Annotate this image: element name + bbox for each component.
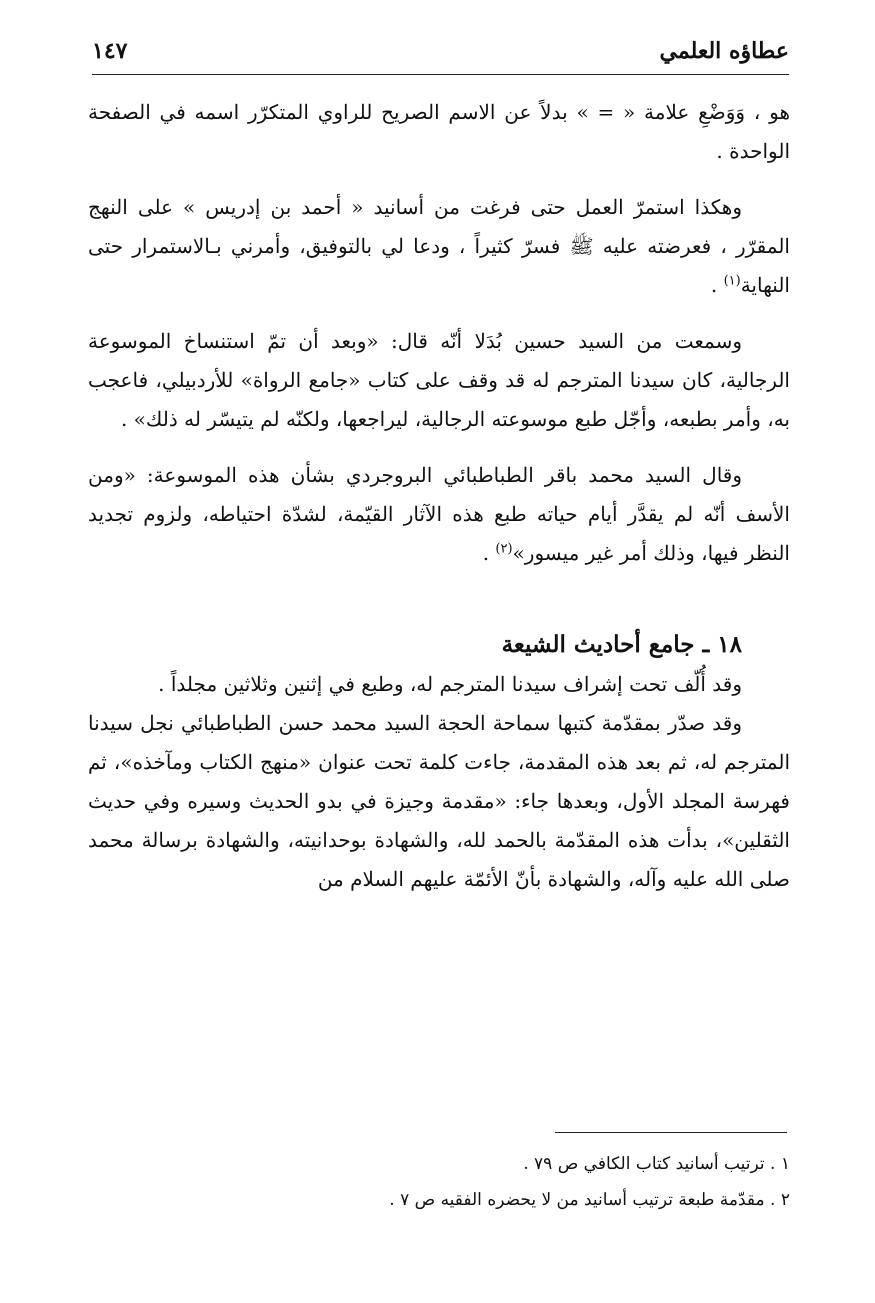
footnote-reference: (١) [723, 273, 741, 289]
paragraph-text: وقد صدّر بمقدّمة كتبها سماحة الحجة السيد محمد حسن الطباطبائي نجل سيدنا المترجم له، ثم بعد هذه المقدمة، جاءت كلمة تحت عنوان «منهج الكتاب ومآخذه»، ثم فهرسة المجلد الأول، وبعدها جاء: «مقدمة وجيزة في بدو الحديث وسيره وفي حديث الثقلين»، بدأت هذه المقدّمة بالحمد لله، والشهادة بوحدانيته، والشهادة برسالة محمد صلى الله عليه وآله، والشهادة بأنّ الأئمّة عليهم السلام من [88, 711, 790, 891]
paragraph-continuation [88, 93, 790, 171]
running-header [92, 34, 789, 75]
paragraph-text: وسمعت من السيد حسين بُدَلا أنّه قال: «وبعد أن تمّ استنساخ الموسوعة الرجالية، كان سيدنا المترجم له قد وقف على كتاب «جامع الرواة» للأردبيلي، فاعجب به، وأمر بطبعه، وأجّل طبع موسوعته الرجالية، ليراجعها، ولكنّه لم يتيسّر له ذلك» . [88, 329, 790, 431]
paragraph [88, 322, 790, 439]
section-heading: ١٨ ـ جامع أحاديث الشيعة [501, 631, 742, 658]
footnote-divider [555, 1132, 787, 1133]
paragraph [88, 704, 790, 899]
footnotes [88, 1146, 790, 1218]
paragraph [88, 456, 790, 573]
page-number: ١٤٧ [92, 38, 128, 64]
main-text [88, 93, 790, 899]
paragraph [88, 665, 790, 704]
end-mark: . [710, 273, 718, 297]
end-mark: . [482, 541, 490, 565]
paragraph [88, 188, 790, 305]
chapter-title: عطاؤه العلمي [659, 38, 789, 64]
footnote-reference: (٢) [495, 541, 513, 557]
paragraph-text: وهكذا استمرّ العمل حتى فرغت من أسانيد « أحمد بن إدريس » على النهج المقرّر ، فعرضته عليه ﷺ فسرّ كثيراً ، ودعا لي بالتوفيق، وأمرني بـالاستمرار حتى النهاية [88, 195, 790, 297]
paragraph-text: وقال السيد محمد باقر الطباطبائي البروجردي بشأن هذه الموسوعة: «ومن الأسف أنّه لم يقدَّر أيام حياته طبع هذه الآثار القيّمة، لشدّة احتياطه، ولزوم تجديد النظر فيها، وذلك أمر غير ميسور» [88, 463, 790, 565]
footnote: ٢ . مقدّمة طبعة ترتيب أسانيد من لا يحضره الفقيه ص ٧ . [389, 1190, 790, 1210]
paragraph-text: وقد أُلّف تحت إشراف سيدنا المترجم له، وطبع في إثنين وثلاثين مجلداً . [158, 672, 742, 696]
footnote: ١ . ترتيب أسانيد كتاب الكافي ص ٧٩ . [523, 1154, 790, 1174]
paragraph-text: هو ، وَوَضْعِ علامة « = » بدلاً عن الاسم الصريح للراوي المتكرّر اسمه في الصفحة الواحدة . [88, 100, 790, 163]
